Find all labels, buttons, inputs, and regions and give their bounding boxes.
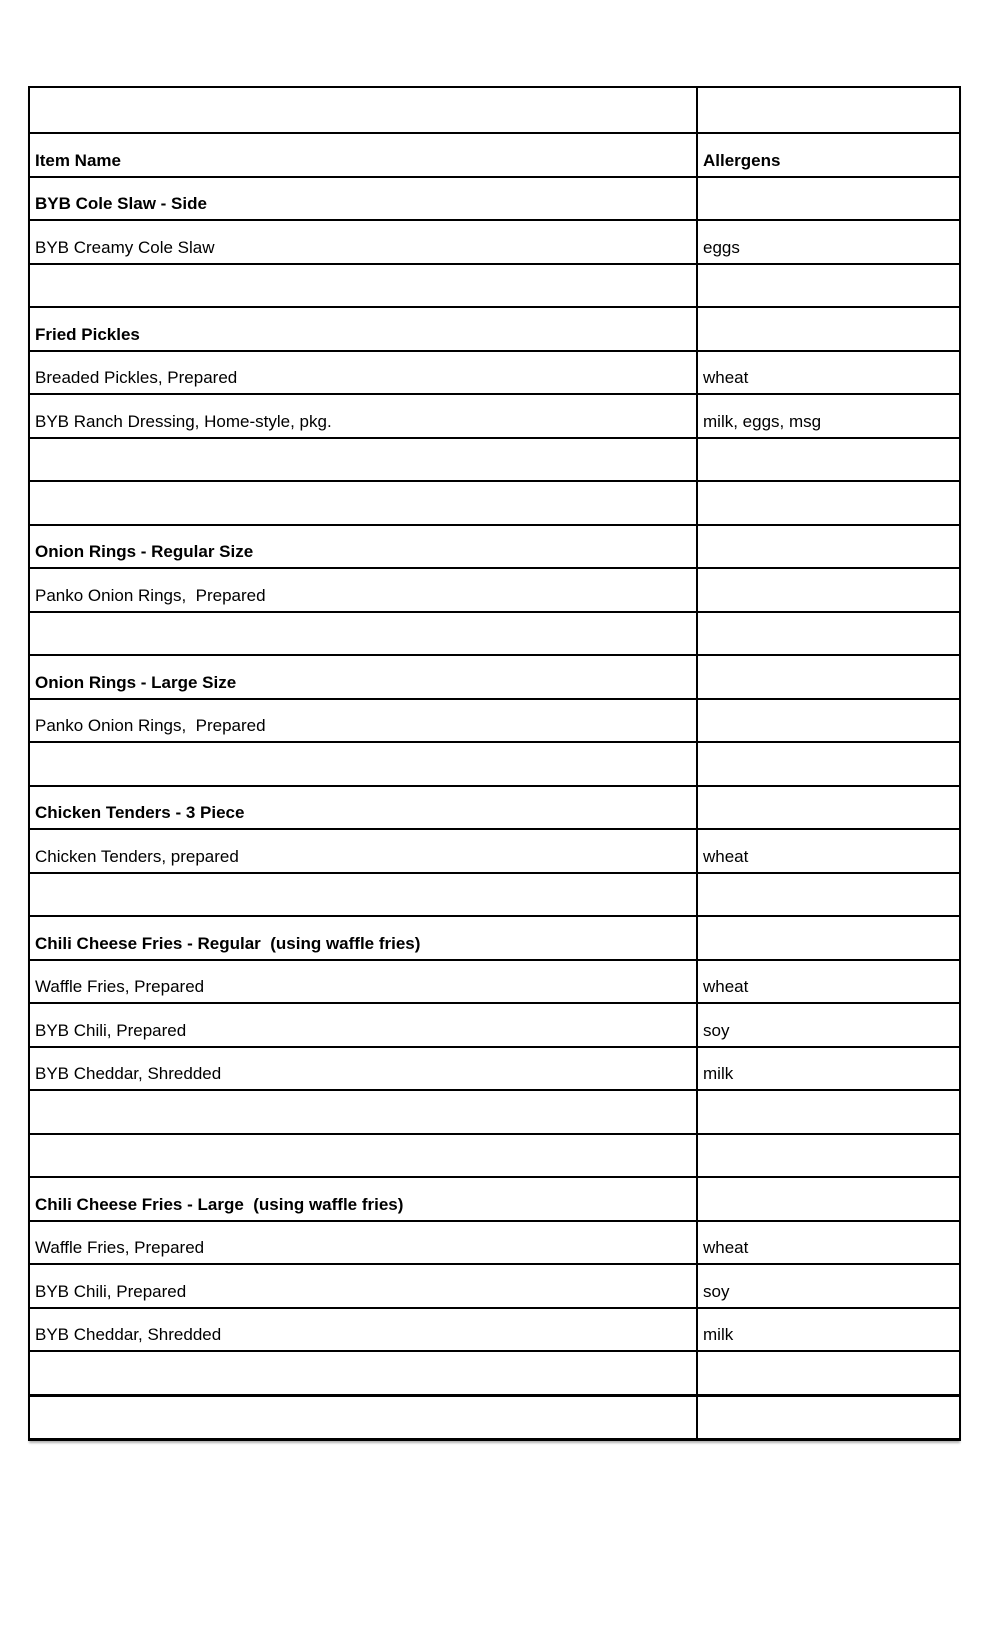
allergens-column-header: Allergens (697, 133, 960, 177)
item-name-cell: Chili Cheese Fries - Large (using waffle fries) (29, 1177, 697, 1221)
allergens-cell (697, 786, 960, 830)
allergens-cell (697, 307, 960, 351)
allergens-cell (697, 481, 960, 525)
item-name-cell: Waffle Fries, Prepared (29, 960, 697, 1004)
item-name-cell: BYB Chili, Prepared (29, 1003, 697, 1047)
allergens-cell (697, 612, 960, 656)
allergens-cell (697, 177, 960, 221)
allergens-cell (697, 916, 960, 960)
section-row (29, 916, 960, 960)
table-row (29, 960, 960, 1004)
header-row (29, 133, 960, 177)
empty-row (29, 264, 960, 308)
empty-row (29, 1351, 960, 1395)
item-name-cell: BYB Ranch Dressing, Home-style, pkg. (29, 394, 697, 438)
allergens-cell: wheat (697, 829, 960, 873)
allergens-cell (697, 525, 960, 569)
item-name-cell (29, 1134, 697, 1178)
item-name-cell: Panko Onion Rings, Prepared (29, 568, 697, 612)
item-name-cell: BYB Creamy Cole Slaw (29, 220, 697, 264)
item-name-cell: Breaded Pickles, Prepared (29, 351, 697, 395)
allergens-cell (697, 1177, 960, 1221)
allergens-cell: wheat (697, 351, 960, 395)
allergens-cell: milk, eggs, msg (697, 394, 960, 438)
empty-row (29, 612, 960, 656)
table-row (29, 699, 960, 743)
section-row (29, 786, 960, 830)
table-row (29, 829, 960, 873)
allergens-cell (697, 438, 960, 482)
item-name-cell: Waffle Fries, Prepared (29, 1221, 697, 1265)
section-row (29, 525, 960, 569)
allergen-table (28, 86, 961, 1441)
table-row (29, 1308, 960, 1352)
item-name-cell: Panko Onion Rings, Prepared (29, 699, 697, 743)
empty-row (29, 438, 960, 482)
item-name-cell: Chicken Tenders, prepared (29, 829, 697, 873)
item-name-cell: BYB Chili, Prepared (29, 1264, 697, 1308)
item-name-cell: BYB Cole Slaw - Side (29, 177, 697, 221)
allergens-cell (697, 873, 960, 917)
section-row (29, 1177, 960, 1221)
item-name-cell (29, 1090, 697, 1134)
section-row (29, 177, 960, 221)
allergens-cell (697, 699, 960, 743)
table-row (29, 1003, 960, 1047)
empty-row (29, 742, 960, 786)
table-row (29, 1221, 960, 1265)
item-name-column-header: Item Name (29, 133, 697, 177)
allergens-cell (697, 742, 960, 786)
item-name-cell: BYB Cheddar, Shredded (29, 1047, 697, 1091)
allergens-cell: soy (697, 1003, 960, 1047)
allergens-cell: milk (697, 1047, 960, 1091)
allergens-cell: milk (697, 1308, 960, 1352)
item-name-cell: Fried Pickles (29, 307, 697, 351)
item-name-cell (29, 264, 697, 308)
allergens-cell: wheat (697, 1221, 960, 1265)
item-name-cell (29, 873, 697, 917)
item-name-cell (29, 1351, 697, 1395)
item-name-cell (29, 742, 697, 786)
allergens-cell: wheat (697, 960, 960, 1004)
empty-row (29, 481, 960, 525)
allergens-cell (697, 1090, 960, 1134)
item-name-cell (29, 481, 697, 525)
item-name-cell (29, 612, 697, 656)
allergens-cell (697, 1395, 960, 1440)
allergens-cell (697, 568, 960, 612)
table-row (29, 394, 960, 438)
table-row (29, 568, 960, 612)
section-row (29, 655, 960, 699)
item-name-cell: Chili Cheese Fries - Regular (using waffle fries) (29, 916, 697, 960)
item-name-cell (29, 1395, 697, 1440)
item-name-cell (29, 438, 697, 482)
allergens-cell: eggs (697, 220, 960, 264)
allergens-cell: soy (697, 1264, 960, 1308)
table-row (29, 1264, 960, 1308)
item-name-cell: Onion Rings - Regular Size (29, 525, 697, 569)
allergens-cell (697, 1351, 960, 1395)
allergens-cell (697, 655, 960, 699)
item-name-cell: BYB Cheddar, Shredded (29, 1308, 697, 1352)
empty-row (29, 87, 960, 133)
allergen-table-body (29, 87, 960, 1440)
table-row (29, 220, 960, 264)
item-name-cell: Onion Rings - Large Size (29, 655, 697, 699)
allergens-cell (697, 87, 960, 133)
allergens-cell (697, 264, 960, 308)
item-name-cell: Chicken Tenders - 3 Piece (29, 786, 697, 830)
section-row (29, 307, 960, 351)
item-name-cell (29, 87, 697, 133)
table-row (29, 1047, 960, 1091)
empty-row (29, 873, 960, 917)
empty-row (29, 1134, 960, 1178)
empty-row (29, 1395, 960, 1440)
allergens-cell (697, 1134, 960, 1178)
table-row (29, 351, 960, 395)
empty-row (29, 1090, 960, 1134)
